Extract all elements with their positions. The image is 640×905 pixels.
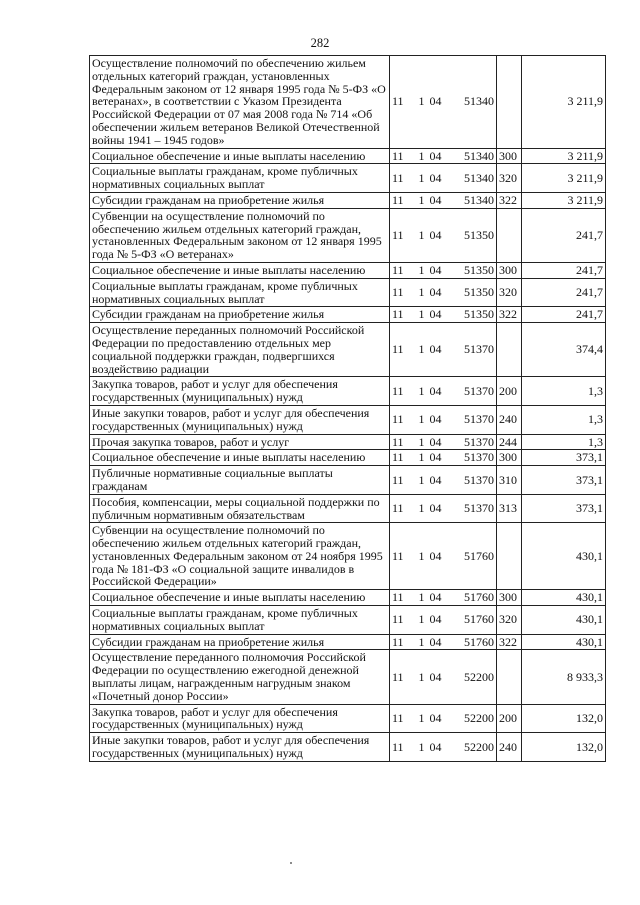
amount: 3 211,9 (522, 192, 606, 208)
table-row (90, 466, 606, 495)
expense-name: Социальное обеспечение и иные выплаты населению (90, 262, 390, 278)
subsection-code-part: 04 (428, 494, 451, 523)
expense-type-code: 240 (497, 405, 522, 434)
budget-table (89, 55, 606, 762)
subsection-code-part: 04 (428, 323, 451, 377)
expense-type-code: 320 (497, 164, 522, 193)
amount: 1,3 (522, 377, 606, 406)
table-row (90, 323, 606, 377)
expense-type-code: 322 (497, 634, 522, 650)
section-code: 11 (390, 590, 416, 606)
table-row (90, 450, 606, 466)
table-row (90, 405, 606, 434)
expense-name: Публичные нормативные социальные выплаты гражданам (90, 466, 390, 495)
expense-type-code: 300 (497, 262, 522, 278)
subsection-code-part: 04 (428, 606, 451, 635)
subsection-code: 1 (416, 56, 428, 149)
table-row (90, 650, 606, 704)
subsection-code-part: 04 (428, 278, 451, 307)
table-row (90, 208, 606, 262)
target-article-code: 52200 (451, 733, 497, 762)
table-row (90, 494, 606, 523)
table-row (90, 307, 606, 323)
page-number: 282 (310, 36, 330, 50)
subsection-code: 1 (416, 148, 428, 164)
expense-type-code: 200 (497, 704, 522, 733)
target-article-code: 51370 (451, 434, 497, 450)
expense-type-code: 320 (497, 606, 522, 635)
amount: 430,1 (522, 590, 606, 606)
expense-type-code: 322 (497, 192, 522, 208)
target-article-code: 51370 (451, 377, 497, 406)
amount: 373,1 (522, 494, 606, 523)
target-article-code: 51350 (451, 278, 497, 307)
subsection-code-part: 04 (428, 523, 451, 590)
table-row (90, 278, 606, 307)
subsection-code-part: 04 (428, 590, 451, 606)
page-mark (290, 862, 292, 864)
subsection-code: 1 (416, 323, 428, 377)
table-row (90, 733, 606, 762)
expense-type-code: 322 (497, 307, 522, 323)
subsection-code: 1 (416, 278, 428, 307)
table-row (90, 262, 606, 278)
target-article-code: 51760 (451, 634, 497, 650)
subsection-code: 1 (416, 262, 428, 278)
target-article-code: 51350 (451, 208, 497, 262)
expense-name: Социальное обеспечение и иные выплаты населению (90, 590, 390, 606)
expense-name: Социальные выплаты гражданам, кроме публичных нормативных социальных выплат (90, 606, 390, 635)
expense-type-code: 300 (497, 148, 522, 164)
subsection-code: 1 (416, 377, 428, 406)
expense-type-code: 240 (497, 733, 522, 762)
subsection-code-part: 04 (428, 377, 451, 406)
subsection-code-part: 04 (428, 466, 451, 495)
target-article-code: 51370 (451, 466, 497, 495)
expense-type-code: 300 (497, 590, 522, 606)
subsection-code-part: 04 (428, 450, 451, 466)
table-row (90, 164, 606, 193)
amount: 132,0 (522, 733, 606, 762)
subsection-code: 1 (416, 606, 428, 635)
expense-type-code (497, 323, 522, 377)
table-row (90, 377, 606, 406)
target-article-code: 51340 (451, 56, 497, 149)
expense-type-code: 244 (497, 434, 522, 450)
table-row (90, 434, 606, 450)
expense-type-code: 300 (497, 450, 522, 466)
table-body (90, 56, 606, 762)
section-code: 11 (390, 650, 416, 704)
amount: 241,7 (522, 307, 606, 323)
section-code: 11 (390, 377, 416, 406)
subsection-code-part: 04 (428, 434, 451, 450)
subsection-code: 1 (416, 494, 428, 523)
section-code: 11 (390, 208, 416, 262)
target-article-code: 51340 (451, 148, 497, 164)
expense-type-code (497, 523, 522, 590)
section-code: 11 (390, 148, 416, 164)
expense-name: Социальное обеспечение и иные выплаты населению (90, 148, 390, 164)
amount: 373,1 (522, 466, 606, 495)
target-article-code: 51370 (451, 323, 497, 377)
amount: 373,1 (522, 450, 606, 466)
amount: 8 933,3 (522, 650, 606, 704)
subsection-code: 1 (416, 164, 428, 193)
expense-name: Субсидии гражданам на приобретение жилья (90, 192, 390, 208)
expense-name: Осуществление переданных полномочий Российской Федерации по предоставлению отдельных мер социальной поддержки граждан, подвергшихся воздействию радиации (90, 323, 390, 377)
target-article-code: 51760 (451, 590, 497, 606)
table-row (90, 148, 606, 164)
target-article-code: 51350 (451, 262, 497, 278)
table-row (90, 590, 606, 606)
subsection-code: 1 (416, 733, 428, 762)
expense-name: Социальное обеспечение и иные выплаты населению (90, 450, 390, 466)
subsection-code: 1 (416, 523, 428, 590)
subsection-code-part: 04 (428, 164, 451, 193)
section-code: 11 (390, 56, 416, 149)
expense-name: Иные закупки товаров, работ и услуг для обеспечения государственных (муниципальных) нужд (90, 733, 390, 762)
subsection-code: 1 (416, 192, 428, 208)
subsection-code: 1 (416, 434, 428, 450)
expense-name: Субсидии гражданам на приобретение жилья (90, 307, 390, 323)
target-article-code: 52200 (451, 650, 497, 704)
expense-type-code: 310 (497, 466, 522, 495)
expense-type-code: 320 (497, 278, 522, 307)
amount: 241,7 (522, 208, 606, 262)
table-row (90, 634, 606, 650)
target-article-code: 51370 (451, 405, 497, 434)
section-code: 11 (390, 278, 416, 307)
target-article-code: 51350 (451, 307, 497, 323)
amount: 1,3 (522, 434, 606, 450)
section-code: 11 (390, 434, 416, 450)
section-code: 11 (390, 733, 416, 762)
subsection-code-part: 04 (428, 650, 451, 704)
expense-name: Социальные выплаты гражданам, кроме публичных нормативных социальных выплат (90, 278, 390, 307)
table-row (90, 523, 606, 590)
subsection-code: 1 (416, 307, 428, 323)
expense-type-code: 313 (497, 494, 522, 523)
target-article-code: 52200 (451, 704, 497, 733)
table-row (90, 56, 606, 149)
section-code: 11 (390, 307, 416, 323)
target-article-code: 51760 (451, 606, 497, 635)
expense-name: Прочая закупка товаров, работ и услуг (90, 434, 390, 450)
table-row (90, 704, 606, 733)
expense-name: Пособия, компенсации, меры социальной поддержки по публичным нормативным обязательствам (90, 494, 390, 523)
expense-name: Субсидии гражданам на приобретение жилья (90, 634, 390, 650)
subsection-code-part: 04 (428, 704, 451, 733)
expense-name: Закупка товаров, работ и услуг для обеспечения государственных (муниципальных) нужд (90, 704, 390, 733)
subsection-code-part: 04 (428, 262, 451, 278)
target-article-code: 51760 (451, 523, 497, 590)
subsection-code-part: 04 (428, 192, 451, 208)
subsection-code-part: 04 (428, 405, 451, 434)
subsection-code: 1 (416, 650, 428, 704)
subsection-code: 1 (416, 634, 428, 650)
amount: 3 211,9 (522, 164, 606, 193)
section-code: 11 (390, 192, 416, 208)
subsection-code-part: 04 (428, 634, 451, 650)
section-code: 11 (390, 466, 416, 495)
target-article-code: 51340 (451, 164, 497, 193)
expense-type-code (497, 56, 522, 149)
subsection-code: 1 (416, 208, 428, 262)
expense-name: Субвенции на осуществление полномочий по обеспечению жильем отдельных категорий граждан, установленных Федеральным законом от 24 ноября 1995 года № 181-ФЗ «О социальной защите инвалидов в Российской Федерации» (90, 523, 390, 590)
section-code: 11 (390, 262, 416, 278)
amount: 241,7 (522, 278, 606, 307)
expense-name: Субвенции на осуществление полномочий по обеспечению жильем отдельных категорий граждан, установленных Федеральным законом от 12 января 1995 года № 5-ФЗ «О ветеранах» (90, 208, 390, 262)
target-article-code: 51370 (451, 494, 497, 523)
section-code: 11 (390, 494, 416, 523)
section-code: 11 (390, 323, 416, 377)
section-code: 11 (390, 450, 416, 466)
subsection-code: 1 (416, 704, 428, 733)
amount: 132,0 (522, 704, 606, 733)
subsection-code: 1 (416, 405, 428, 434)
section-code: 11 (390, 164, 416, 193)
section-code: 11 (390, 704, 416, 733)
subsection-code-part: 04 (428, 56, 451, 149)
section-code: 11 (390, 405, 416, 434)
subsection-code: 1 (416, 590, 428, 606)
subsection-code-part: 04 (428, 733, 451, 762)
subsection-code-part: 04 (428, 148, 451, 164)
expense-name: Иные закупки товаров, работ и услуг для обеспечения государственных (муниципальных) нужд (90, 405, 390, 434)
table-row (90, 192, 606, 208)
expense-name: Закупка товаров, работ и услуг для обеспечения государственных (муниципальных) нужд (90, 377, 390, 406)
section-code: 11 (390, 606, 416, 635)
amount: 430,1 (522, 634, 606, 650)
target-article-code: 51370 (451, 450, 497, 466)
expense-type-code (497, 208, 522, 262)
amount: 430,1 (522, 606, 606, 635)
target-article-code: 51340 (451, 192, 497, 208)
amount: 430,1 (522, 523, 606, 590)
amount: 374,4 (522, 323, 606, 377)
amount: 3 211,9 (522, 148, 606, 164)
subsection-code-part: 04 (428, 307, 451, 323)
expense-name: Социальные выплаты гражданам, кроме публичных нормативных социальных выплат (90, 164, 390, 193)
expense-name: Осуществление полномочий по обеспечению жильем отдельных категорий граждан, установленных Федеральным законом от 12 января 1995 года № 5-ФЗ «О ветеранах», в соответствии с Указом Президента Российской Федерации от 07 мая 2008 года № 714 «Об обеспечении жильем ветеранов Великой Отечественной войны 1941 – 1945 годов» (90, 56, 390, 149)
amount: 1,3 (522, 405, 606, 434)
subsection-code: 1 (416, 450, 428, 466)
section-code: 11 (390, 634, 416, 650)
amount: 3 211,9 (522, 56, 606, 149)
expense-name: Осуществление переданного полномочия Российской Федерации по осуществлению ежегодной денежной выплаты лицам, награжденным нагрудным знаком «Почетный донор России» (90, 650, 390, 704)
section-code: 11 (390, 523, 416, 590)
amount: 241,7 (522, 262, 606, 278)
expense-type-code (497, 650, 522, 704)
subsection-code-part: 04 (428, 208, 451, 262)
expense-type-code: 200 (497, 377, 522, 406)
table-row (90, 606, 606, 635)
subsection-code: 1 (416, 466, 428, 495)
